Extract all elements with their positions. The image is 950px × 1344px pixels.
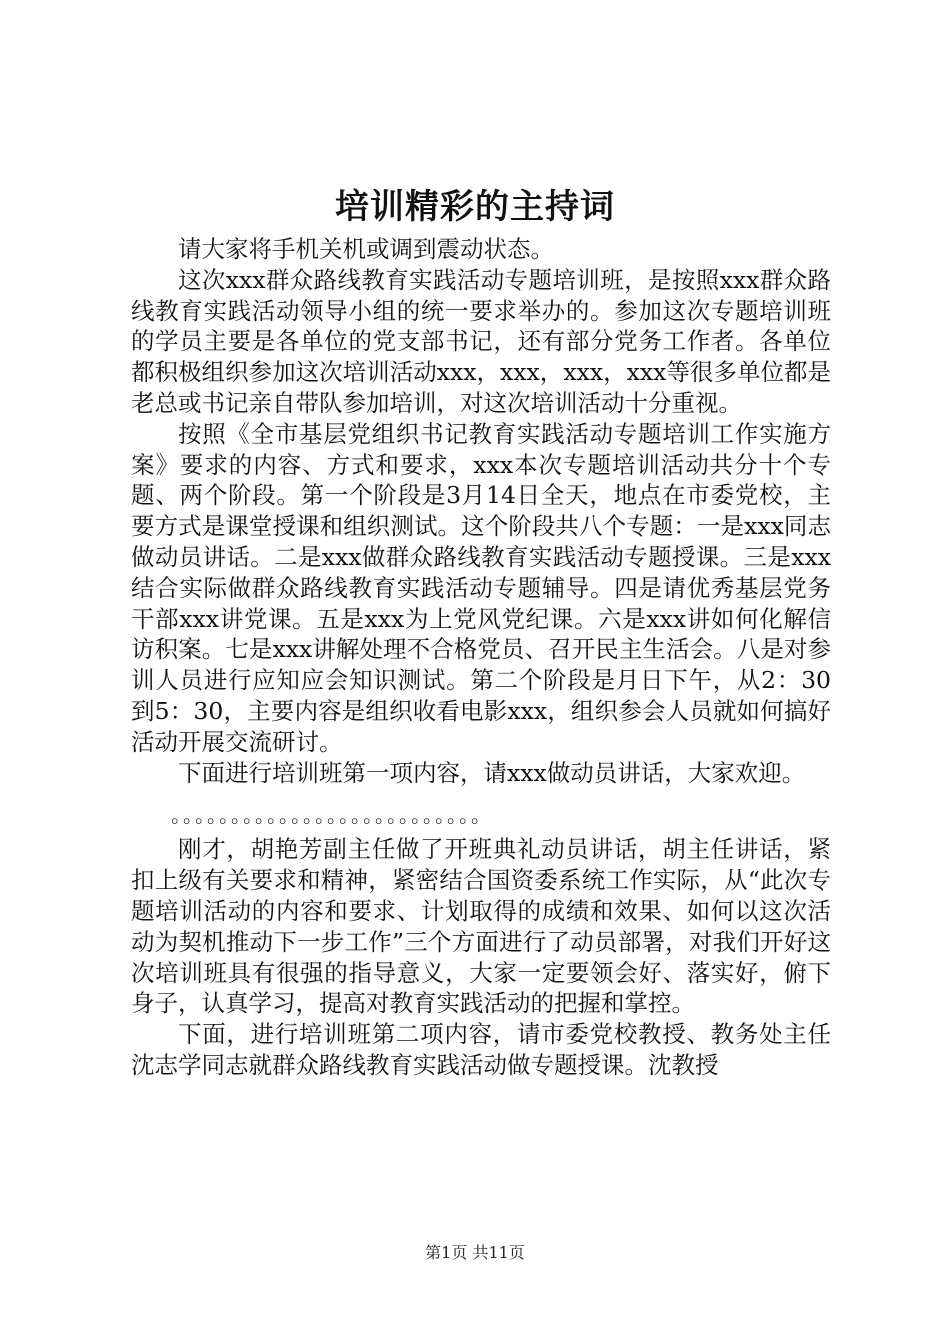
document-title: 培训精彩的主持词 [335,187,615,227]
paragraph-2: 这次xxx群众路线教育实践活动专题培训班，是按照xxx群众路线教育实践活动领导小组的统一要求举办的。参加这次专题培训班的学员主要是各单位的党支部书记，还有部分党务工作者。各单位都积极组织参加这次培训活动xxx，xxx，xxx，xxx等很多单位都是老总或书记亲自带队参加培训，对这次培训活动十分重视。 [131,265,831,417]
separator-dots: 。。。。。。。。。。。。。。。。。。。。。。。。。。 [171,803,493,828]
paragraph-3: 按照《全市基层党组织书记教育实践活动专题培训工作实施方案》要求的内容、方式和要求，xxx本次专题培训活动共分十个专题、两个阶段。第一个阶段是3月14日全天，地点在市委党校，主要方式是课堂授课和组织测试。这个阶段共八个专题：一是xxx同志做动员讲话。二是xxx做群众路线教育实践活动专题授课。三是xxx结合实际做群众路线教育实践活动专题辅导。四是请优秀基层党务干部xxx讲党课。五是xxx为上党风党纪课。六是xxx讲如何化解信访积案。七是xxx讲解处理不合格党员、召开民主生活会。八是对参训人员进行应知应会知识测试。第二个阶段是月日下午，从2：30到5：30，主要内容是组织收看电影xxx，组织参会人员就如何搞好活动开展交流研讨。 [131,419,831,756]
paragraph-4: 下面进行培训班第一项内容，请xxx做动员讲话，大家欢迎。 [178,758,806,787]
paragraph-6: 下面，进行培训班第二项内容，请市委党校教授、教务处主任沈志学同志就群众路线教育实践活动做专题授课。沈教授 [131,1020,831,1079]
page-footer: 第1页 共11页 [425,1243,525,1262]
paragraph-5: 刚才，胡艳芳副主任做了开班典礼动员讲话，胡主任讲话，紧扣上级有关要求和精神，紧密结合国资委系统工作实际，从“此次专题培训活动的内容和要求、计划取得的成绩和效果、如何以这次活动为契机推动下一步工作”三个方面进行了动员部署，对我们开好这次培训班具有很强的指导意义，大家一定要领会好、落实好，俯下身子，认真学习，提高对教育实践活动的把握和掌控。 [131,835,831,1018]
paragraph-1: 请大家将手机关机或调到震动状态。 [178,235,554,263]
document-body [131,234,831,1081]
